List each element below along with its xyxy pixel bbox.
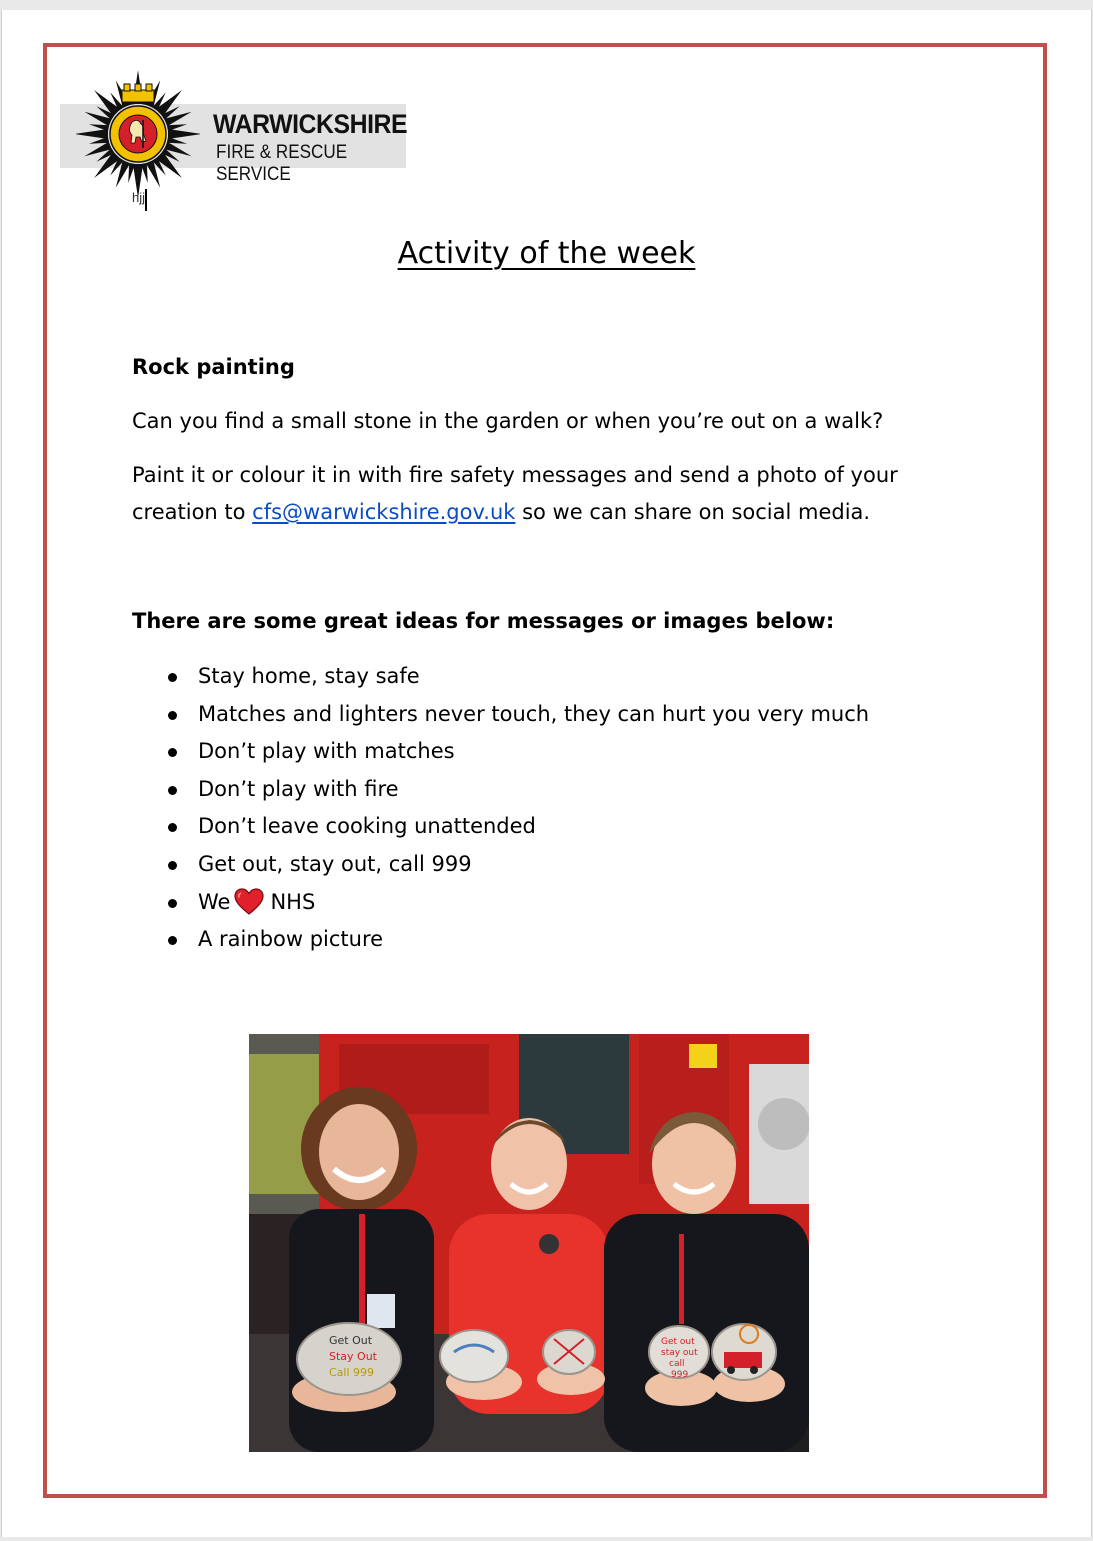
bullet-icon bbox=[168, 899, 177, 908]
rock1-line1: Get Out bbox=[329, 1334, 373, 1347]
paragraph-2-after: so we can share on social media. bbox=[515, 500, 871, 524]
list-item-text: Don’t play with fire bbox=[198, 776, 399, 801]
paragraph-2-line-2 bbox=[132, 494, 870, 530]
bullet-icon bbox=[168, 861, 177, 870]
list-item-text: Get out, stay out, call 999 bbox=[198, 851, 472, 876]
ideas-list bbox=[166, 658, 869, 959]
bullet-icon bbox=[168, 823, 177, 832]
rock5-line3: call bbox=[669, 1359, 685, 1369]
list-item-text: Stay home, stay safe bbox=[198, 664, 420, 688]
list-item-text: Don’t leave cooking unattended bbox=[198, 814, 536, 839]
fire-service-star-icon bbox=[76, 68, 200, 200]
nhs-item-after: NHS bbox=[270, 889, 316, 914]
logo-subtitle: FIRE & RESCUE SERVICE bbox=[216, 142, 348, 185]
paragraph-2-before: creation to bbox=[132, 500, 253, 524]
page-title-text: Activity of the week bbox=[397, 236, 696, 271]
photo-illustration bbox=[249, 1034, 809, 1452]
nhs-item-before: We bbox=[198, 889, 231, 914]
warwickshire-fire-logo bbox=[60, 60, 406, 210]
list-item bbox=[166, 808, 869, 846]
bullet-icon bbox=[168, 786, 177, 795]
bullet-icon bbox=[168, 748, 177, 757]
page-title bbox=[0, 236, 1093, 271]
list-item bbox=[166, 658, 869, 696]
email-link[interactable]: cfs@warwickshire.gov.uk bbox=[252, 500, 516, 524]
list-item bbox=[166, 846, 869, 884]
rock5-line4: 999 bbox=[671, 1370, 689, 1380]
paragraph-1: Can you find a small stone in the garden or when you’re out on a walk? bbox=[132, 409, 884, 433]
list-item-text: A rainbow picture bbox=[198, 927, 384, 952]
rock5-line1: Get out bbox=[661, 1337, 695, 1347]
list-item bbox=[166, 771, 869, 809]
stray-text: hjj bbox=[132, 190, 146, 205]
photo-painted-rocks bbox=[249, 1034, 809, 1452]
bullet-icon bbox=[168, 711, 177, 720]
rock1-line3: Call 999 bbox=[329, 1366, 375, 1379]
paragraph-2-line-1: Paint it or colour it in with fire safety messages and send a photo of your bbox=[132, 463, 898, 487]
bullet-icon bbox=[168, 673, 177, 682]
rock5-line2: stay out bbox=[661, 1348, 698, 1358]
list-item bbox=[166, 921, 869, 959]
section-heading: Rock painting bbox=[132, 355, 295, 379]
heart-icon bbox=[234, 888, 264, 915]
ideas-heading: There are some great ideas for messages or images below: bbox=[132, 609, 835, 633]
list-item-text: Don’t play with matches bbox=[198, 739, 455, 764]
list-item bbox=[166, 733, 869, 771]
rock1-line2: Stay Out bbox=[329, 1350, 377, 1363]
logo-title: WARWICKSHIRE bbox=[213, 109, 408, 139]
list-item bbox=[166, 696, 869, 734]
text-cursor bbox=[145, 189, 147, 211]
bullet-icon bbox=[168, 936, 177, 945]
list-item-nhs bbox=[166, 884, 869, 922]
list-item-text: Matches and lighters never touch, they can hurt you very much bbox=[198, 701, 870, 726]
